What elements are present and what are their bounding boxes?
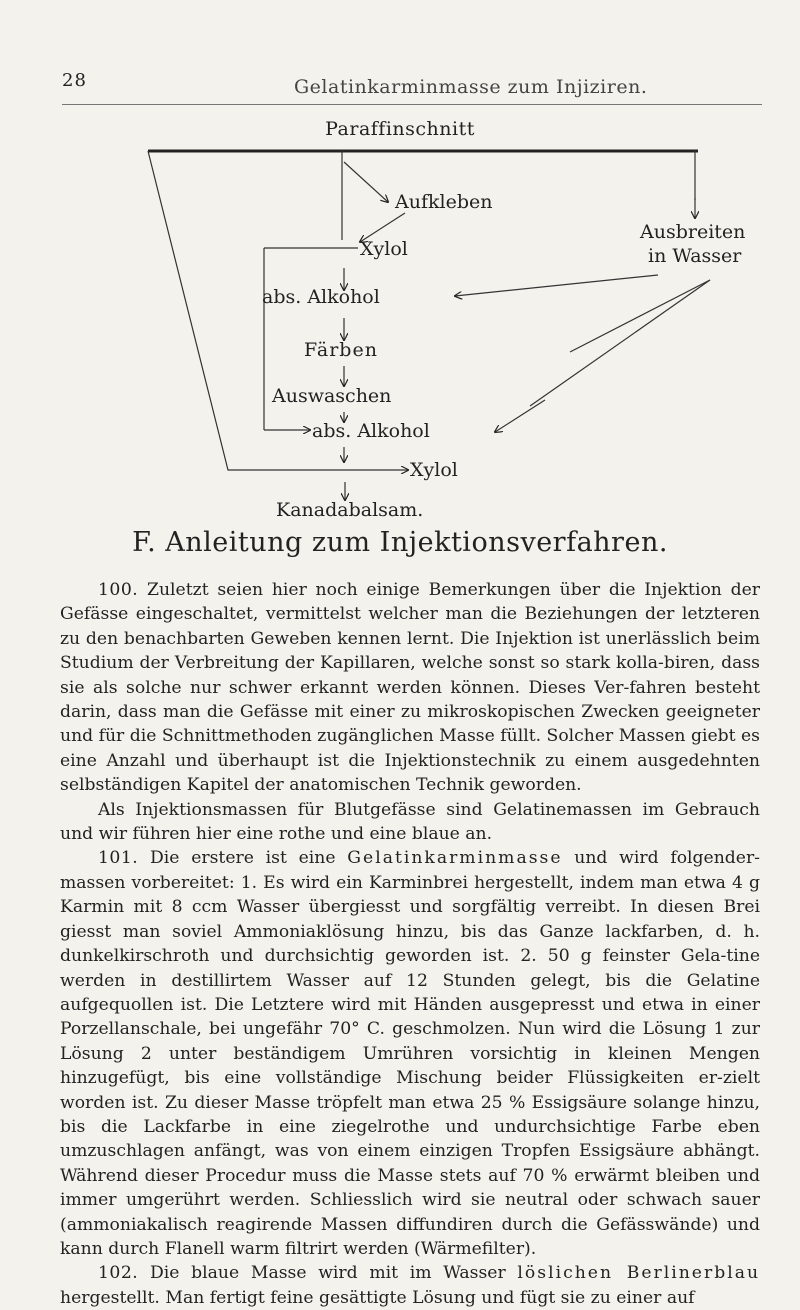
aufkleben-arrow-line xyxy=(344,162,388,202)
page-number: 28 xyxy=(62,70,87,91)
node-ausbreiten-2: in Wasser xyxy=(648,245,742,267)
paragraph-text: Als Injektionsmassen für Blutgefässe sind Gelatinemassen im Gebrauch und wir führen hier eine rothe und eine blaue an. xyxy=(60,799,760,845)
node-kanadabalsam: Kanadabalsam. xyxy=(276,499,424,520)
diag-line-2 xyxy=(530,280,710,406)
paragraph-number: 101. xyxy=(98,848,139,869)
paragraph-100 xyxy=(60,578,760,798)
workflow-diagram xyxy=(0,0,800,520)
running-title: Gelatinkarminmasse zum Injiziren. xyxy=(294,76,648,98)
node-alkohol-1: abs. Alkohol xyxy=(262,286,380,308)
paragraph-text: hergestellt. Man fertigt feine gesättigte Lösung und fügt sie zu einer auf xyxy=(60,1287,695,1308)
paragraph-text: und wird folgender-massen vorbereitet: 1. Es wird ein Karminbrei hergestellt, indem man etwa 4 g Karmin mit 8 ccm Wasser übergiesst und sorgfältig verreibt. In diesen Brei giesst man soviel Ammoniaklösung hinzu, bis das Ganze lackfarben, d. h. dunkelkirschroth und durchsichtig geworden ist. 2. 50 g feinster Gela-tine werden in destillirtem Wasser auf 12 Stunden gelegt, bis die Gelatine aufgequollen ist. Die Letztere wird mit Händen ausgepresst und etwa in einer Porzellanschale, bei ungefähr 70° C. geschmolzen. Nun wird die Lösung 1 zur Lösung 2 unter beständigem Umrühren vorsichtig in kleinen Mengen hinzugefügt, bis eine vollständige Mischung beider Flüssigkeiten er-zielt worden ist. Zu dieser Masse tröpfelt man etwa 25 % Essigsäure solange hinzu, bis die Lackfarbe in eine ziegelrothe und undurchsichtige Farbe eben umzuschlagen anfängt, was von einem einzigen Tropfen Essigsäure abhängt. Während dieser Procedur muss die Masse stets auf 70 % erwärmt bleiben und immer umgerührt werden. Schliesslich wird sie neutral oder schwach sauer (ammoniakalisch reagirende Massen diffundiren durch die Gefässwände) und kann durch Flanell warm filtrirt werden (Wärmefilter). xyxy=(60,848,760,1259)
node-xylol-1: Xylol xyxy=(360,238,408,260)
paragraph-text: Zuletzt seien hier noch einige Bemerkungen über die Injektion der Gefässe eingeschaltet, vermittelst welcher man die Beziehungen der letzteren zu den benachbarten Geweben kennen lernt. Die Injektion ist unerlässlich beim Studium der Verbreitung der Kapillaren, welche sonst so stark kolla-biren, dass sie als solche nur schwer erkannt werden können. Dieses Ver-fahren besteht darin, dass man die Gefässe mit einer zu mikroskopischen Zwecken geeigneter und für die Schnittmethoden zugänglichen Masse füllt. Solcher Massen giebt es eine Anzahl und überhaupt ist die Injektionstechnik zu einem ausgedehnten selbständigen Kapitel der anatomischen Technik geworden. xyxy=(60,580,761,796)
paragraph-text: Die blaue Masse wird mit im Wasser xyxy=(150,1263,506,1284)
spaced-term: löslichen Berlinerblau xyxy=(517,1263,761,1284)
node-alkohol-2: abs. Alkohol xyxy=(312,420,430,442)
node-aufkleben: Aufkleben xyxy=(395,191,493,213)
ausbreiten-to-alkohol-line xyxy=(455,275,658,296)
node-faerben: Färben xyxy=(304,339,378,361)
paragraph-100b xyxy=(60,798,760,847)
paragraph-number: 100. xyxy=(98,580,139,600)
section-heading: F. Anleitung zum Injektionsverfahren. xyxy=(132,527,668,558)
node-xylol-2: Xylol xyxy=(410,459,458,481)
paragraph-text: Die erstere ist eine xyxy=(150,848,336,869)
spaced-term: Gelatinkarminmasse xyxy=(347,848,563,869)
diag-line-3 xyxy=(495,400,545,432)
node-ausbreiten-1: Ausbreiten xyxy=(640,221,746,243)
diag-line-1 xyxy=(570,280,710,352)
paragraph-101 xyxy=(60,846,760,1261)
paragraph-102 xyxy=(60,1261,760,1310)
paragraph-number: 102. xyxy=(98,1263,139,1284)
body-text xyxy=(60,578,760,1310)
node-auswaschen: Auswaschen xyxy=(272,385,392,407)
diagram-title: Paraffinschnitt xyxy=(325,118,475,140)
